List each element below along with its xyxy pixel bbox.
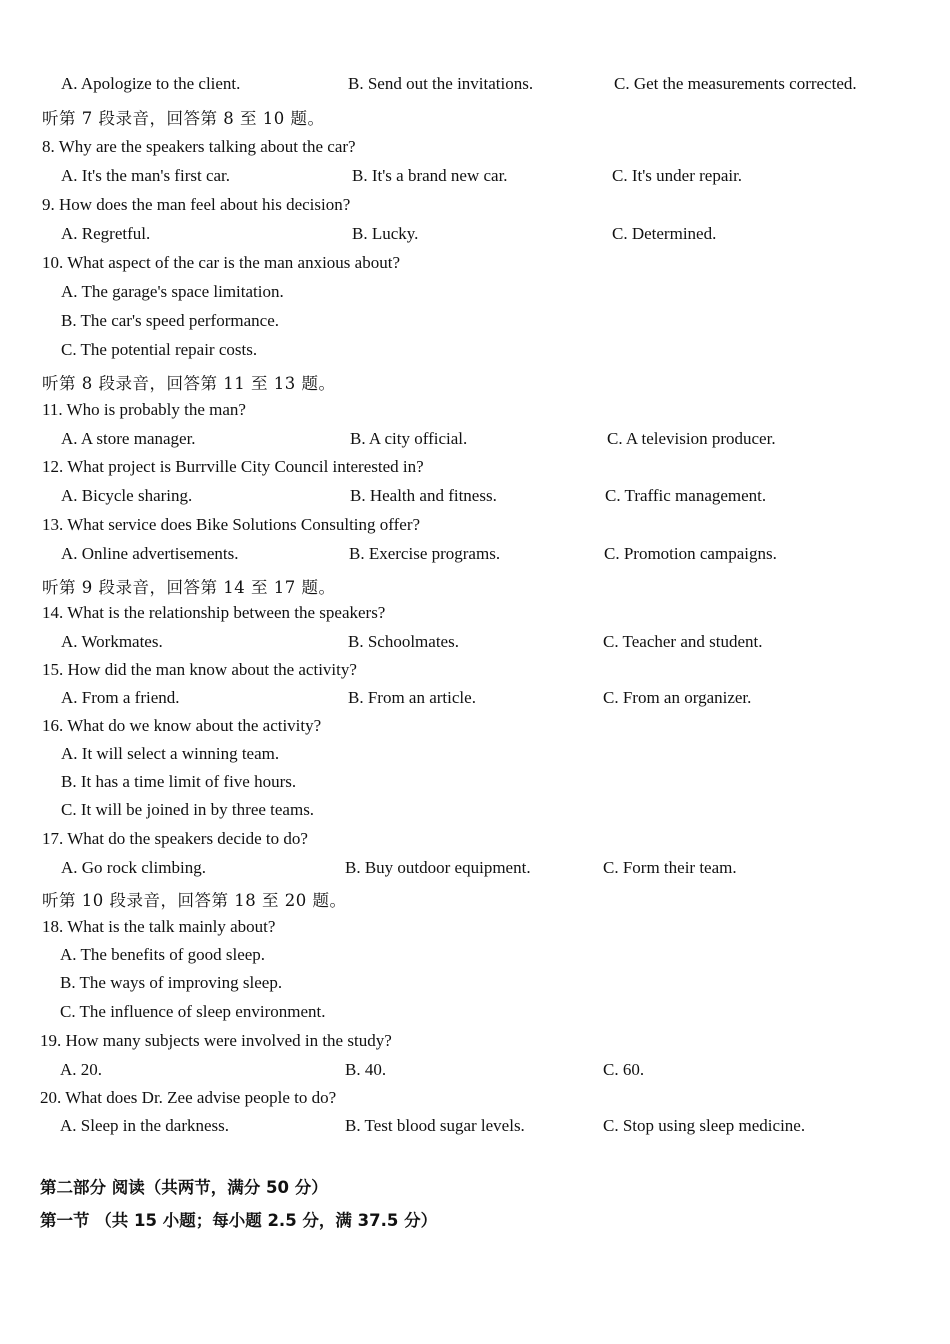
option-b: B. Lucky. — [352, 224, 419, 243]
stem-text: 11. Who is probably the man? — [42, 400, 246, 419]
instruction-text: 听第 10 段录音，回答第 18 至 20 题。 — [42, 891, 347, 910]
option-line — [0, 800, 950, 828]
option-c: C. The potential repair costs. — [61, 340, 258, 359]
part-subtitle-text: 第一节 （共 15 小题；每小题 2.5 分，满 37.5 分） — [40, 1211, 438, 1230]
stem-text: 20. What does Dr. Zee advise people to do? — [40, 1088, 337, 1107]
stem-text: 15. How did the man know about the activity? — [42, 660, 357, 679]
option-a: A. Bicycle sharing. — [61, 486, 193, 505]
options-row — [0, 858, 950, 886]
stem-text: 13. What service does Bike Solutions Consulting offer? — [42, 515, 421, 534]
stem-text: 12. What project is Burrville City Council interested in? — [42, 457, 424, 476]
option-a: A. It's the man's first car. — [61, 166, 231, 185]
option-line — [0, 282, 950, 310]
option-a: A. Go rock climbing. — [61, 858, 206, 877]
option-b: B. 40. — [345, 1060, 387, 1079]
question-stem — [0, 716, 950, 744]
option-line — [0, 973, 950, 1001]
part-two-title — [0, 1174, 950, 1202]
question-stem — [0, 515, 950, 543]
question-stem — [0, 917, 950, 945]
question-stem — [0, 195, 950, 223]
option-b: B. From an article. — [348, 688, 476, 707]
option-b: B. Exercise programs. — [349, 544, 501, 563]
option-a: A. Sleep in the darkness. — [60, 1116, 230, 1135]
options-row — [0, 486, 950, 514]
instruction-text: 听第 9 段录音，回答第 14 至 17 题。 — [42, 578, 336, 597]
option-line — [0, 772, 950, 800]
section-instruction — [0, 370, 950, 398]
option-b: B. It has a time limit of five hours. — [61, 772, 297, 791]
question-stem — [0, 1031, 950, 1059]
option-c: C. 60. — [603, 1060, 645, 1079]
stem-text: 17. What do the speakers decide to do? — [42, 829, 308, 848]
option-line — [0, 340, 950, 368]
question-stem — [0, 1088, 950, 1116]
option-c: C. Traffic management. — [605, 486, 767, 505]
part-title-text: 第二部分 阅读（共两节，满分 50 分） — [40, 1178, 328, 1197]
section-instruction — [0, 574, 950, 602]
option-a: A. 20. — [60, 1060, 103, 1079]
option-b: B. Send out the invitations. — [348, 74, 534, 93]
option-c: C. Determined. — [612, 224, 717, 243]
question-stem — [0, 660, 950, 688]
option-a: A. From a friend. — [61, 688, 180, 707]
option-c: C. It will be joined in by three teams. — [61, 800, 315, 819]
stem-text: 18. What is the talk mainly about? — [42, 917, 276, 936]
stem-text: 19. How many subjects were involved in the study? — [40, 1031, 392, 1050]
option-b: B. Test blood sugar levels. — [345, 1116, 525, 1135]
option-c: C. Stop using sleep medicine. — [603, 1116, 806, 1135]
options-row — [0, 1060, 950, 1088]
stem-text: 16. What do we know about the activity? — [42, 716, 322, 735]
option-b: B. The ways of improving sleep. — [60, 973, 283, 992]
question-stem — [0, 829, 950, 857]
top-options-row — [0, 74, 950, 102]
stem-text: 8. Why are the speakers talking about the car? — [42, 137, 356, 156]
option-b: B. Health and fitness. — [350, 486, 497, 505]
option-a: A. Workmates. — [61, 632, 163, 651]
option-c: C. The influence of sleep environment. — [60, 1002, 326, 1021]
option-a: A. The garage's space limitation. — [61, 282, 284, 301]
option-c: C. A television producer. — [607, 429, 776, 448]
option-a: A. It will select a winning team. — [61, 744, 280, 763]
option-a: A. Apologize to the client. — [61, 74, 241, 93]
option-a: A. A store manager. — [61, 429, 196, 448]
options-row — [0, 544, 950, 572]
instruction-text: 听第 8 段录音，回答第 11 至 13 题。 — [42, 374, 336, 393]
option-c: C. Promotion campaigns. — [604, 544, 777, 563]
options-row — [0, 224, 950, 252]
option-line — [0, 311, 950, 339]
option-c: C. It's under repair. — [612, 166, 743, 185]
stem-text: 10. What aspect of the car is the man anxious about? — [42, 253, 400, 272]
question-stem — [0, 137, 950, 165]
options-row — [0, 1116, 950, 1144]
option-a: A. Regretful. — [61, 224, 151, 243]
section-instruction — [0, 105, 950, 133]
options-row — [0, 688, 950, 716]
option-line — [0, 945, 950, 973]
option-a: A. The benefits of good sleep. — [60, 945, 266, 964]
option-c: C. From an organizer. — [603, 688, 752, 707]
options-row — [0, 166, 950, 194]
question-stem — [0, 457, 950, 485]
options-row — [0, 632, 950, 660]
question-stem — [0, 400, 950, 428]
option-b: B. A city official. — [350, 429, 468, 448]
option-line — [0, 744, 950, 772]
part-two-subtitle — [0, 1207, 950, 1235]
option-c: C. Form their team. — [603, 858, 737, 877]
option-c: C. Get the measurements corrected. — [614, 74, 857, 93]
option-c: C. Teacher and student. — [603, 632, 763, 651]
stem-text: 14. What is the relationship between the speakers? — [42, 603, 386, 622]
question-stem — [0, 253, 950, 281]
option-b: B. It's a brand new car. — [352, 166, 508, 185]
question-stem — [0, 603, 950, 631]
section-instruction — [0, 887, 950, 915]
option-b: B. The car's speed performance. — [61, 311, 279, 330]
stem-text: 9. How does the man feel about his decision? — [42, 195, 351, 214]
option-line — [0, 1002, 950, 1030]
option-b: B. Schoolmates. — [348, 632, 459, 651]
instruction-text: 听第 7 段录音，回答第 8 至 10 题。 — [42, 109, 325, 128]
option-a: A. Online advertisements. — [61, 544, 239, 563]
options-row — [0, 429, 950, 457]
option-b: B. Buy outdoor equipment. — [345, 858, 531, 877]
